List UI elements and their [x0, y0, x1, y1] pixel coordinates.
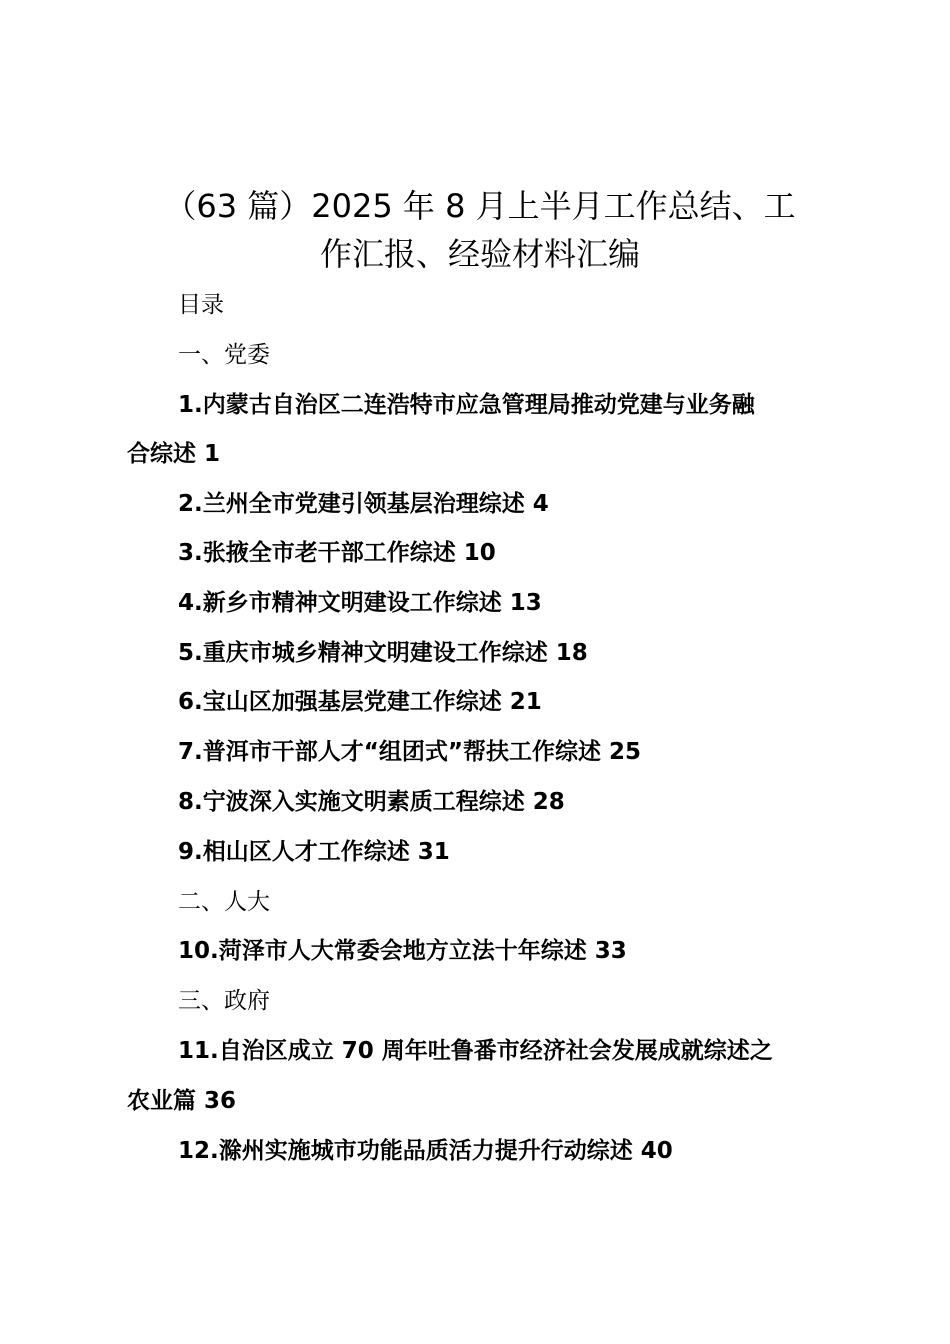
toc-entry-9[interactable]: 9.相山区人才工作综述 31: [178, 839, 450, 865]
toc-entry-11-line-2[interactable]: 农业篇 36: [127, 1088, 237, 1114]
toc-entry-10[interactable]: 10.菏泽市人大常委会地方立法十年综述 33: [178, 938, 627, 964]
title-line-1: （63 篇）2025 年 8 月上半月工作总结、工: [164, 187, 796, 225]
toc-entry-6[interactable]: 6.宝山区加强基层党建工作综述 21: [178, 689, 542, 715]
toc-entry-8[interactable]: 8.宁波深入实施文明素质工程综述 28: [178, 789, 565, 815]
toc-entry-2[interactable]: 2.兰州全市党建引领基层治理综述 4: [178, 491, 549, 517]
section-heading-government: 三、政府: [178, 988, 270, 1014]
toc-entry-4[interactable]: 4.新乡市精神文明建设工作综述 13: [178, 590, 542, 616]
toc-entry-11-line-1[interactable]: 11.自治区成立 70 周年吐鲁番市经济社会发展成就综述之: [178, 1038, 773, 1064]
toc-entry-7[interactable]: 7.普洱市干部人才“组团式”帮扶工作综述 25: [178, 739, 641, 765]
toc-entry-1-line-2[interactable]: 合综述 1: [127, 441, 221, 467]
toc-entry-1-line-1[interactable]: 1.内蒙古自治区二连浩特市应急管理局推动党建与业务融: [178, 392, 755, 418]
toc-entry-3[interactable]: 3.张掖全市老干部工作综述 10: [178, 540, 496, 566]
toc-heading: 目录: [178, 292, 224, 318]
section-heading-congress: 二、人大: [178, 889, 270, 915]
toc-entry-5[interactable]: 5.重庆市城乡精神文明建设工作综述 18: [178, 640, 588, 666]
toc-entry-12[interactable]: 12.滁州实施城市功能品质活力提升行动综述 40: [178, 1138, 673, 1164]
section-heading-party: 一、党委: [178, 342, 270, 368]
title-line-2: 作汇报、经验材料汇编: [319, 235, 640, 273]
